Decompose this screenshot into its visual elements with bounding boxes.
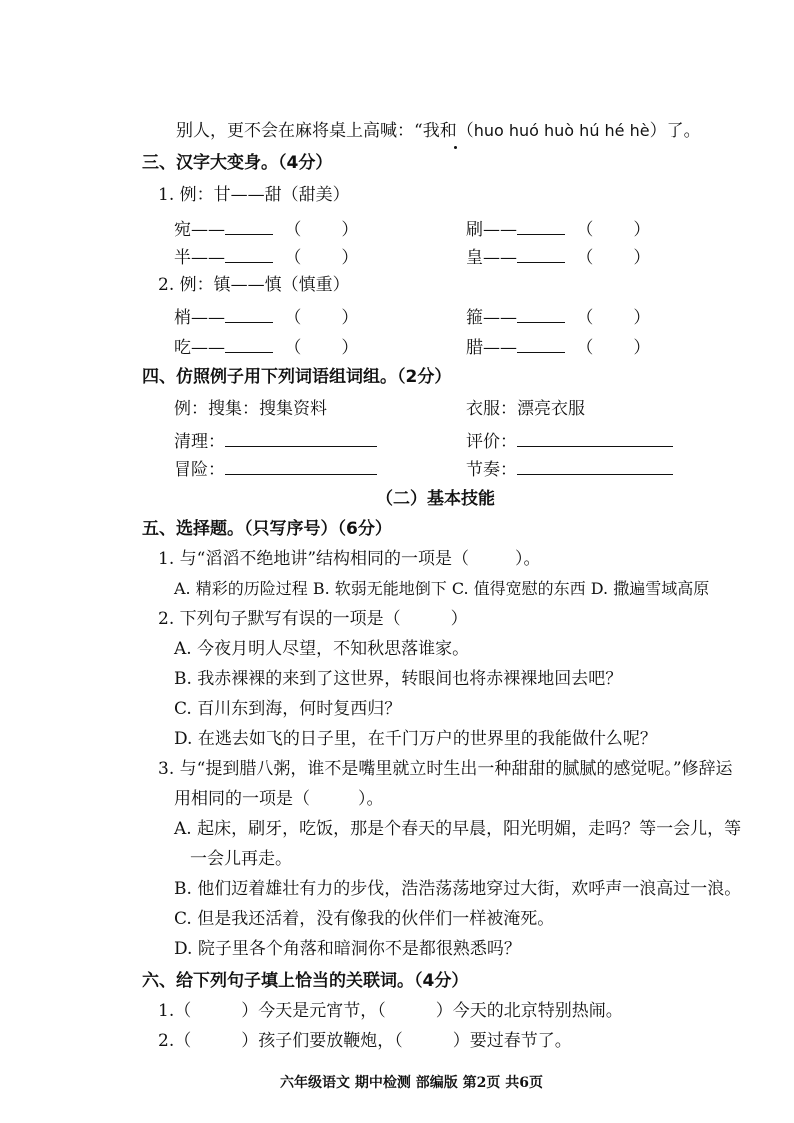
s5-q3-option-a-cont: 一会儿再走。 — [190, 849, 292, 869]
s4-item-4 — [466, 456, 673, 481]
s4-item-1-label: 清理： — [174, 432, 225, 452]
s3-item-4-blank[interactable] — [517, 244, 565, 263]
s5-q3-option-c: C. 但是我还活着，没有像我的伙伴们一样被淹死。 — [174, 909, 555, 929]
s3-item-6-char: 箍—— — [466, 308, 517, 328]
continuation-prefix: 别人，更不会在麻将桌上高喊：“我和（ — [176, 121, 474, 141]
s3-item-2-paren-close: ） — [633, 220, 651, 240]
s6-item-1-num: 1.（ — [158, 1001, 192, 1021]
s4-item-1 — [174, 428, 377, 453]
section6-title: 六、给下列句子填上恰当的关联词。（4分） — [142, 971, 469, 991]
s5-q1-stem — [158, 548, 541, 570]
s5-q1-stem-text: 1. 与“滔滔不绝地讲”结构相同的一项是（ — [158, 549, 470, 569]
section4-title: 四、仿照例子用下列词语组词组。（2分） — [142, 367, 452, 387]
s4-item-4-label: 节奏： — [466, 460, 517, 480]
s5-q3-stem-line1: 3. 与“提到腊八粥，谁不是嘴里就立时生出一种甜甜的腻腻的感觉呢。”修辞运 — [158, 759, 733, 779]
s6-item-2 — [158, 1030, 572, 1052]
s5-q2-stem — [158, 608, 468, 630]
s3-item-2-blank[interactable] — [517, 216, 565, 235]
page-footer: 六年级语文 期中检测 部编版 第2页 共6页 — [280, 1075, 543, 1091]
s6-item-1-mid: ）今天是元宵节，（ — [241, 1001, 386, 1021]
s3-item-2-paren-open: （ — [576, 220, 594, 240]
s3-item-4-paren-open: （ — [576, 248, 594, 268]
s3-item-7-blank[interactable] — [225, 334, 273, 353]
s5-q2-option-a: A. 今夜月明人尽望，不知秋思落谁家。 — [174, 639, 470, 659]
s3-item-8-paren-close: ） — [633, 338, 651, 358]
s5-q2-stem-text: 2. 下列句子默写有误的一项是（ — [158, 609, 401, 629]
s3-item-3-paren-close: ） — [341, 248, 359, 268]
s5-q3-stem-text: 用相同的一项是（ — [174, 789, 310, 809]
s3-item-3-blank[interactable] — [225, 244, 273, 263]
s5-q2-option-d: D. 在逃去如飞的日子里，在千门万户的世界里的我能做什么呢？ — [174, 729, 657, 749]
s3-item-1 — [174, 216, 358, 241]
s3-item-1-blank[interactable] — [225, 216, 273, 235]
section5-title: 五、选择题。（只写序号）（6分） — [142, 519, 392, 539]
section3-example2: 2. 例：镇——慎（慎重） — [158, 275, 350, 295]
s6-item-2-mid: ）孩子们要放鞭炮，（ — [241, 1031, 403, 1051]
s5-q2-option-b: B. 我赤裸裸的来到了这世界，转眼间也将赤裸裸地回去吧？ — [174, 669, 623, 689]
s5-q3-stem-line2 — [174, 788, 384, 810]
continuation-suffix: ）了。 — [649, 121, 701, 141]
section4-example-left: 例：搜集：搜集资料 — [174, 399, 327, 419]
s3-item-6 — [466, 304, 650, 329]
s3-item-8-blank[interactable] — [517, 334, 565, 353]
continuation-line — [176, 120, 701, 142]
s3-item-5-paren-close: ） — [341, 308, 359, 328]
emphasis-dot — [454, 146, 457, 149]
s4-item-4-blank[interactable] — [517, 456, 673, 475]
s3-item-7-char: 吃—— — [174, 338, 225, 358]
s3-item-4 — [466, 244, 650, 269]
s3-item-6-paren-close: ） — [633, 308, 651, 328]
s3-item-7 — [174, 334, 358, 359]
s3-item-1-char: 宛—— — [174, 220, 225, 240]
s4-item-3-blank[interactable] — [225, 456, 377, 475]
s6-item-2-num: 2.（ — [158, 1031, 192, 1051]
s3-item-3-char: 半—— — [174, 248, 225, 268]
s3-item-7-paren-open: （ — [284, 338, 302, 358]
s3-item-3-paren-open: （ — [284, 248, 302, 268]
s3-item-6-blank[interactable] — [517, 304, 565, 323]
s5-q3-option-b: B. 他们迈着雄壮有力的步伐，浩浩荡荡地穿过大街，欢呼声一浪高过一浪。 — [174, 879, 742, 899]
s4-item-2-label: 评价： — [466, 432, 517, 452]
s5-q3-option-a: A. 起床，刷牙，吃饭，那是个春天的早晨，阳光明媚，走吗？等一会儿，等 — [174, 819, 742, 839]
s4-item-1-blank[interactable] — [225, 428, 377, 447]
s3-item-2-char: 刷—— — [466, 220, 517, 240]
section3-title: 三、汉字大变身。（4分） — [142, 153, 333, 173]
s5-q1-options: A. 精彩的历险过程 B. 软弱无能地倒下 C. 值得宽慰的东西 D. 撒遍雪域高原 — [174, 579, 710, 598]
s3-item-7-paren-close: ） — [341, 338, 359, 358]
s3-item-8-char: 腊—— — [466, 338, 517, 358]
s3-item-5-char: 梢—— — [174, 308, 225, 328]
s3-item-1-paren-close: ） — [341, 220, 359, 240]
part2-title: （二）基本技能 — [376, 489, 495, 509]
s3-item-4-char: 皇—— — [466, 248, 517, 268]
s6-item-2-end: ）要过春节了。 — [452, 1031, 572, 1051]
s4-item-2 — [466, 428, 673, 453]
s3-item-2 — [466, 216, 650, 241]
s6-item-1 — [158, 1000, 623, 1022]
s5-q3-option-d: D. 院子里各个角落和暗洞你不是都很熟悉吗？ — [174, 939, 521, 959]
s5-q2-stem-end: ） — [450, 609, 468, 629]
s4-item-3-label: 冒险： — [174, 460, 225, 480]
s3-item-6-paren-open: （ — [576, 308, 594, 328]
s5-q1-stem-end: ）。 — [515, 549, 541, 569]
section3-example1: 1. 例：甘——甜（甜美） — [158, 185, 350, 205]
s3-item-3 — [174, 244, 358, 269]
s5-q3-stem-end: ）。 — [358, 789, 384, 809]
s3-item-5-paren-open: （ — [284, 308, 302, 328]
s3-item-5 — [174, 304, 358, 329]
s4-item-3 — [174, 456, 377, 481]
s3-item-8-paren-open: （ — [576, 338, 594, 358]
s5-q2-option-c: C. 百川东到海，何时复西归？ — [174, 699, 402, 719]
pinyin-options: huo huó huò hú hé hè — [473, 121, 650, 140]
s3-item-4-paren-close: ） — [633, 248, 651, 268]
s3-item-8 — [466, 334, 650, 359]
s3-item-5-blank[interactable] — [225, 304, 273, 323]
s3-item-1-paren-open: （ — [284, 220, 302, 240]
s4-item-2-blank[interactable] — [517, 428, 673, 447]
s6-item-1-end: ）今天的北京特别热闹。 — [435, 1001, 623, 1021]
section4-example-right: 衣服：漂亮衣服 — [466, 399, 585, 419]
